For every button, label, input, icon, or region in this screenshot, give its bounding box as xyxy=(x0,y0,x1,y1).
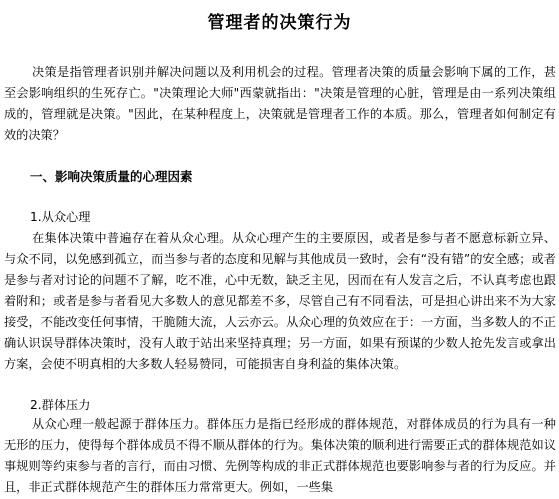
subheading-conformity: 1.从众心理 xyxy=(30,210,91,224)
section-heading-psychological-factors: 一、影响决策质量的心理因素 xyxy=(30,169,193,184)
subheading-group-pressure: 2.群体压力 xyxy=(30,398,91,412)
group-pressure-paragraph: 从众心理一般起源于群体压力。群体压力是指已经形成的群体规范，对群体成员的行为具有一种无形的压力，使得每个群体成员不得不顺从群体的行为。集体决策的顺利进行需要正式的群体规范如议事规则等约束参与者的言行，而由习惯、先例等构成的非正式群体规范也要影响参与者的行为反应。并且，非正式群体规范产生的群体压力常常更大。例如，一些集 xyxy=(4,417,556,494)
document-title: 管理者的决策行为 xyxy=(207,13,352,33)
intro-paragraph: 决策是指管理者识别并解决问题以及利用机会的过程。管理者决策的质量会影响下属的工作，甚至会影响组织的生死存亡。"决策理论大师"西蒙就指出："决策是管理的心脏，管理是由一系列决策组成的，管理就是决策。"因此，在某种程度上，决策就是管理者工作的本质。那么，管理者如何制定有效的决策？ xyxy=(4,65,556,142)
conformity-paragraph: 在集体决策中普遍存在着从众心理。从众心理产生的主要原因，或者是参与者不愿意标新立异、与众不同，以免感到孤立，而当参与者的态度和见解与其他成员一致时，会有“没有错”的安全感；或者是参与者对讨论的问题不了解，吃不准，心中无数，缺乏主见，因而在有人发言之后，不认真考虑也跟着附和；或者是参与者看见大多数人的意见都差不多，尽管自己有不同看法，可是担心讲出来不为大家接受，不能改变任何事情，干脆随大流，人云亦云。从众心理的负效应在于：一方面，当多数人的不正确认识误导群体决策时，没有人敢于站出来坚持真理；另一方面，如果有预谋的少数人抢先发言或拿出方案，会使不明真相的大多数人轻易赞同，可能损害自身利益的集体决策。 xyxy=(4,231,556,371)
